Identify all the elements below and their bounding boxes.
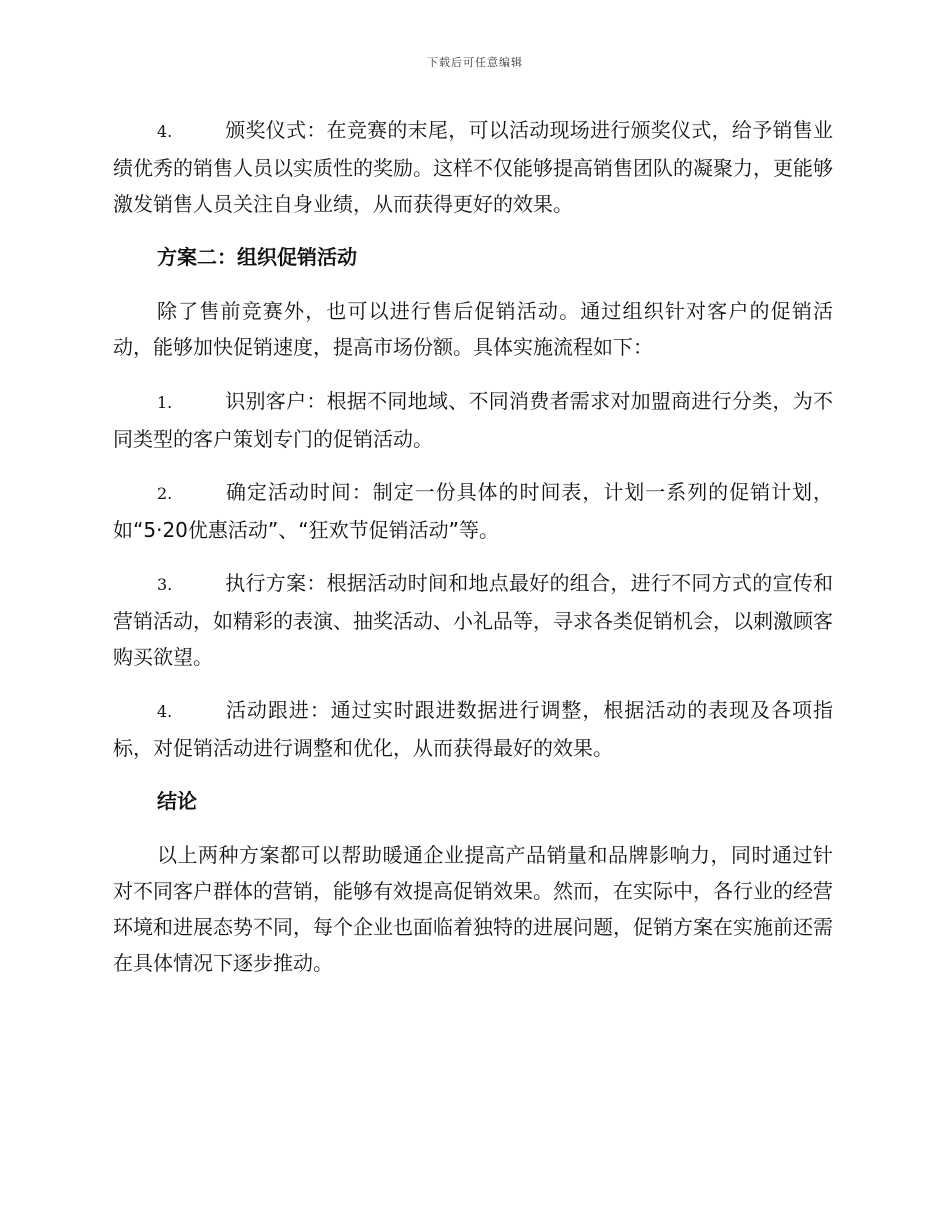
page-header: 下载后可任意编辑 [427, 56, 523, 69]
list-item [113, 565, 833, 675]
document-body [113, 112, 833, 999]
list-item-text: 识别客户：根据不同地域、不同消费者需求对加盟商进行分类，为不同类型的客户策划专门的促销活动。 [113, 389, 833, 451]
list-item [113, 692, 833, 766]
list-item [113, 383, 833, 457]
list-item-award [113, 112, 833, 222]
list-item-number: 4. [157, 702, 173, 721]
list-item-number: 3. [157, 575, 173, 594]
paragraph-conclusion: 以上两种方案都可以帮助暖通企业提高产品销量和品牌影响力，同时通过针对不同客户群体的营销，能够有效提高促销效果。然而，在实际中，各行业的经营环境和进展态势不同，每个企业也面临着独特的进展问题，促销方案在实施前还需在具体情况下逐步推动。 [113, 843, 833, 975]
list-item-text: 颁奖仪式：在竞赛的末尾，可以活动现场进行颁奖仪式，给予销售业绩优秀的销售人员以实质性的奖励。这样不仅能够提高销售团队的凝聚力，更能够激发销售人员关注自身业绩，从而获得更好的效果。 [113, 118, 833, 216]
list-item-text: 确定活动时间：制定一份具体的时间表，计划一系列的促销计划，如“5·20优惠活动”、“狂欢节促销活动”等。 [113, 480, 833, 542]
section-heading-conclusion: 结论 [157, 789, 197, 813]
list-item-number: 4. [157, 122, 173, 141]
list-item-number: 2. [157, 484, 173, 503]
paragraph-plan2-intro: 除了售前竞赛外，也可以进行售后促销活动。通过组织针对客户的促销活动，能够加快促销速度，提高市场份额。具体实施流程如下： [113, 299, 833, 359]
section-heading-plan2: 方案二：组织促销活动 [157, 245, 357, 269]
list-item-text: 活动跟进：通过实时跟进数据进行调整，根据活动的表现及各项指标，对促销活动进行调整和优化，从而获得最好的效果。 [113, 698, 833, 760]
list-item-number: 1. [157, 393, 173, 412]
list-item [113, 474, 833, 548]
list-item-text: 执行方案：根据活动时间和地点最好的组合，进行不同方式的宣传和营销活动，如精彩的表演、抽奖活动、小礼品等，寻求各类促销机会，以刺激顾客购买欲望。 [113, 571, 833, 669]
